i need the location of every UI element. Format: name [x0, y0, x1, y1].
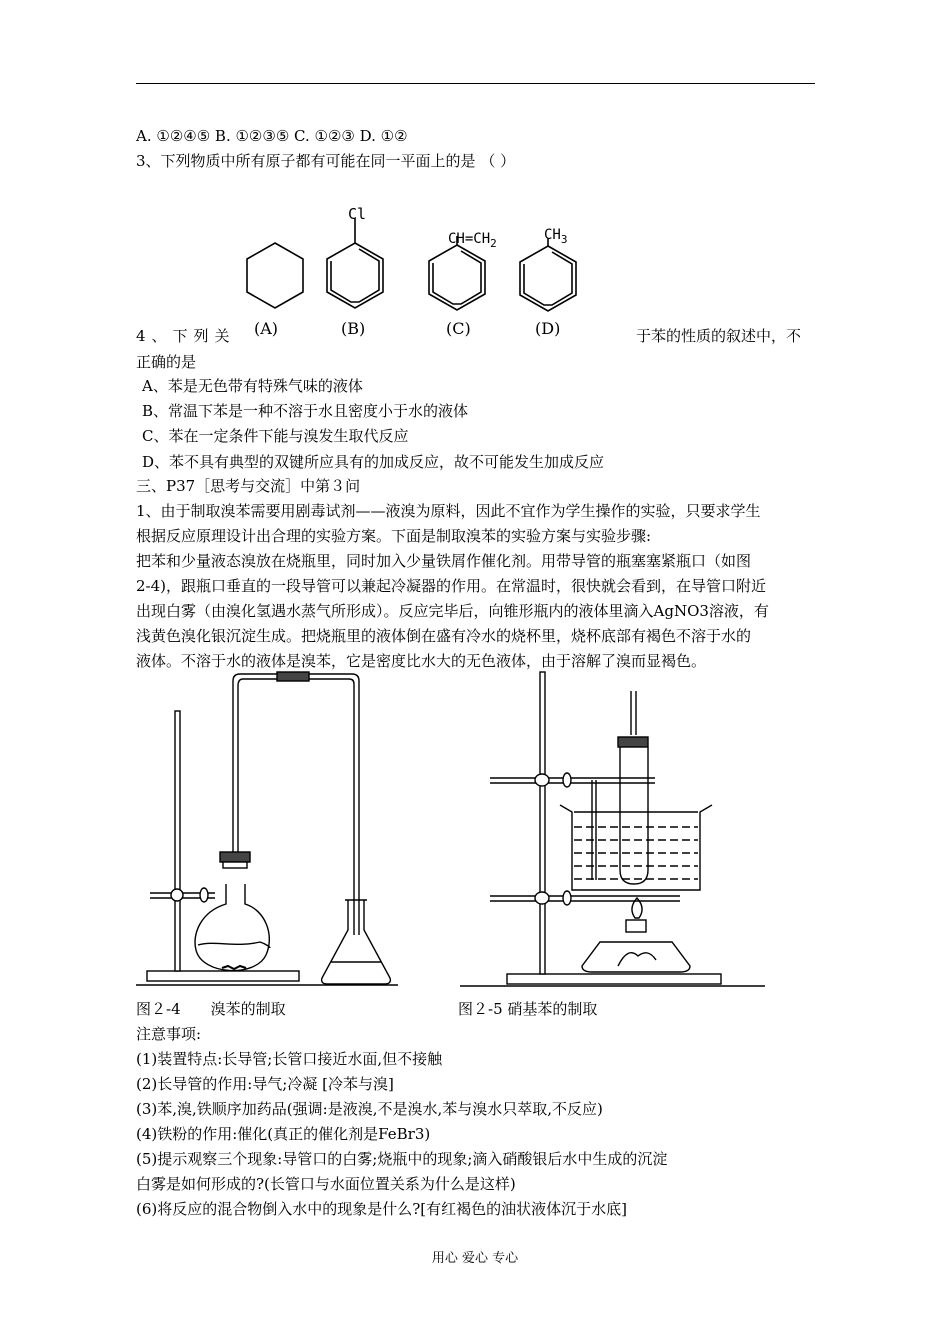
page-footer: 用心 爱心 专心 [431, 1251, 519, 1266]
question-4-start: 4、下列关 [136, 327, 236, 345]
structure-d-substituent: $CH_3$ [544, 227, 568, 246]
notes-title: 注意事项: [136, 1025, 202, 1043]
q4-option-d: D、苯不具有典型的双键所应具有的加成反应，故不可能发生加成反应 [142, 453, 605, 471]
question-4-end: 于苯的性质的叙述中，不 [636, 327, 802, 345]
section-3-heading: 三、P37［思考与交流］中第３问 [136, 477, 361, 495]
q4-option-a: A、苯是无色带有特殊气味的液体 [142, 377, 363, 395]
caption-figure-2-4: 图２-4 溴苯的制取 [136, 1000, 286, 1018]
question-4-cont: 正确的是 [136, 353, 197, 371]
structure-label-c: (C) [446, 319, 471, 338]
note-2: (2)长导管的作用:导气;冷凝 [冷苯与溴] [136, 1075, 394, 1093]
structure-label-a: (A) [254, 319, 279, 338]
note-1: (1)装置特点:长导管;长管口接近水面,但不接触 [136, 1050, 443, 1068]
note-3: (3)苯,溴,铁顺序加药品(强调:是液溴,不是溴水,苯与溴水只萃取,不反应) [136, 1100, 603, 1118]
para1-line1: 1、由于制取溴苯需要用剧毒试剂——液溴为原料，因此不宜作为学生操作的实验，只要求学生 [136, 502, 761, 520]
note-4: (4)铁粉的作用:催化(真正的催化剂是FeBr3) [136, 1125, 431, 1143]
structure-b-substituent: Cl [348, 205, 367, 223]
para2-line4: 浅黄色溴化银沉淀生成。把烧瓶里的液体倒在盛有冷水的烧杯里，烧杯底部有褐色不溶于水的 [136, 627, 752, 645]
para1-line2: 根据反应原理设计出合理的实验方案。下面是制取溴苯的实验方案与实验步骤: [136, 527, 652, 545]
para2-line2: 2-4)，跟瓶口垂直的一段导管可以兼起冷凝器的作用。在常温时，很快就会看到，在导管口附近 [136, 577, 767, 595]
note-6: (6)将反应的混合物倒入水中的现象是什么?[有红褐色的油状液体沉于水底] [136, 1200, 627, 1218]
question-3: 3、下列物质中所有原子都有可能在同一平面上的是 （ ） [136, 152, 516, 170]
caption-figure-2-5: 图２-5 硝基苯的制取 [458, 1000, 598, 1018]
note-5: (5)提示观察三个现象:导管口的白雾;烧瓶中的现象;滴入硝酸银后水中生成的沉淀 [136, 1150, 668, 1168]
structure-label-b: (B) [341, 319, 366, 338]
para2-line5: 液体。不溶于水的液体是溴苯，它是密度比水大的无色液体，由于溶解了溴而显褐色。 [136, 652, 707, 670]
structure-c-substituent: $CH=CH_2$ [448, 231, 497, 250]
q2-options: A. ①②④⑤ B. ①②③⑤ C. ①②③ D. ①② [136, 127, 408, 145]
para2-line1: 把苯和少量液态溴放在烧瓶里，同时加入少量铁屑作催化剂。用带导管的瓶塞塞紧瓶口（如图 [136, 552, 752, 570]
q4-option-b: B、常温下苯是一种不溶于水且密度小于水的液体 [142, 402, 469, 420]
note-5-cont: 白雾是如何形成的?(长管口与水面位置关系为什么是这样) [136, 1175, 516, 1193]
q4-option-c: C、苯在一定条件下能与溴发生取代反应 [142, 427, 409, 445]
structure-label-d: (D) [535, 319, 561, 338]
para2-line3: 出现白雾（由溴化氢遇水蒸气所形成）。反应完毕后，向锥形瓶内的液体里滴入AgNO3溶液，有 [136, 602, 769, 620]
